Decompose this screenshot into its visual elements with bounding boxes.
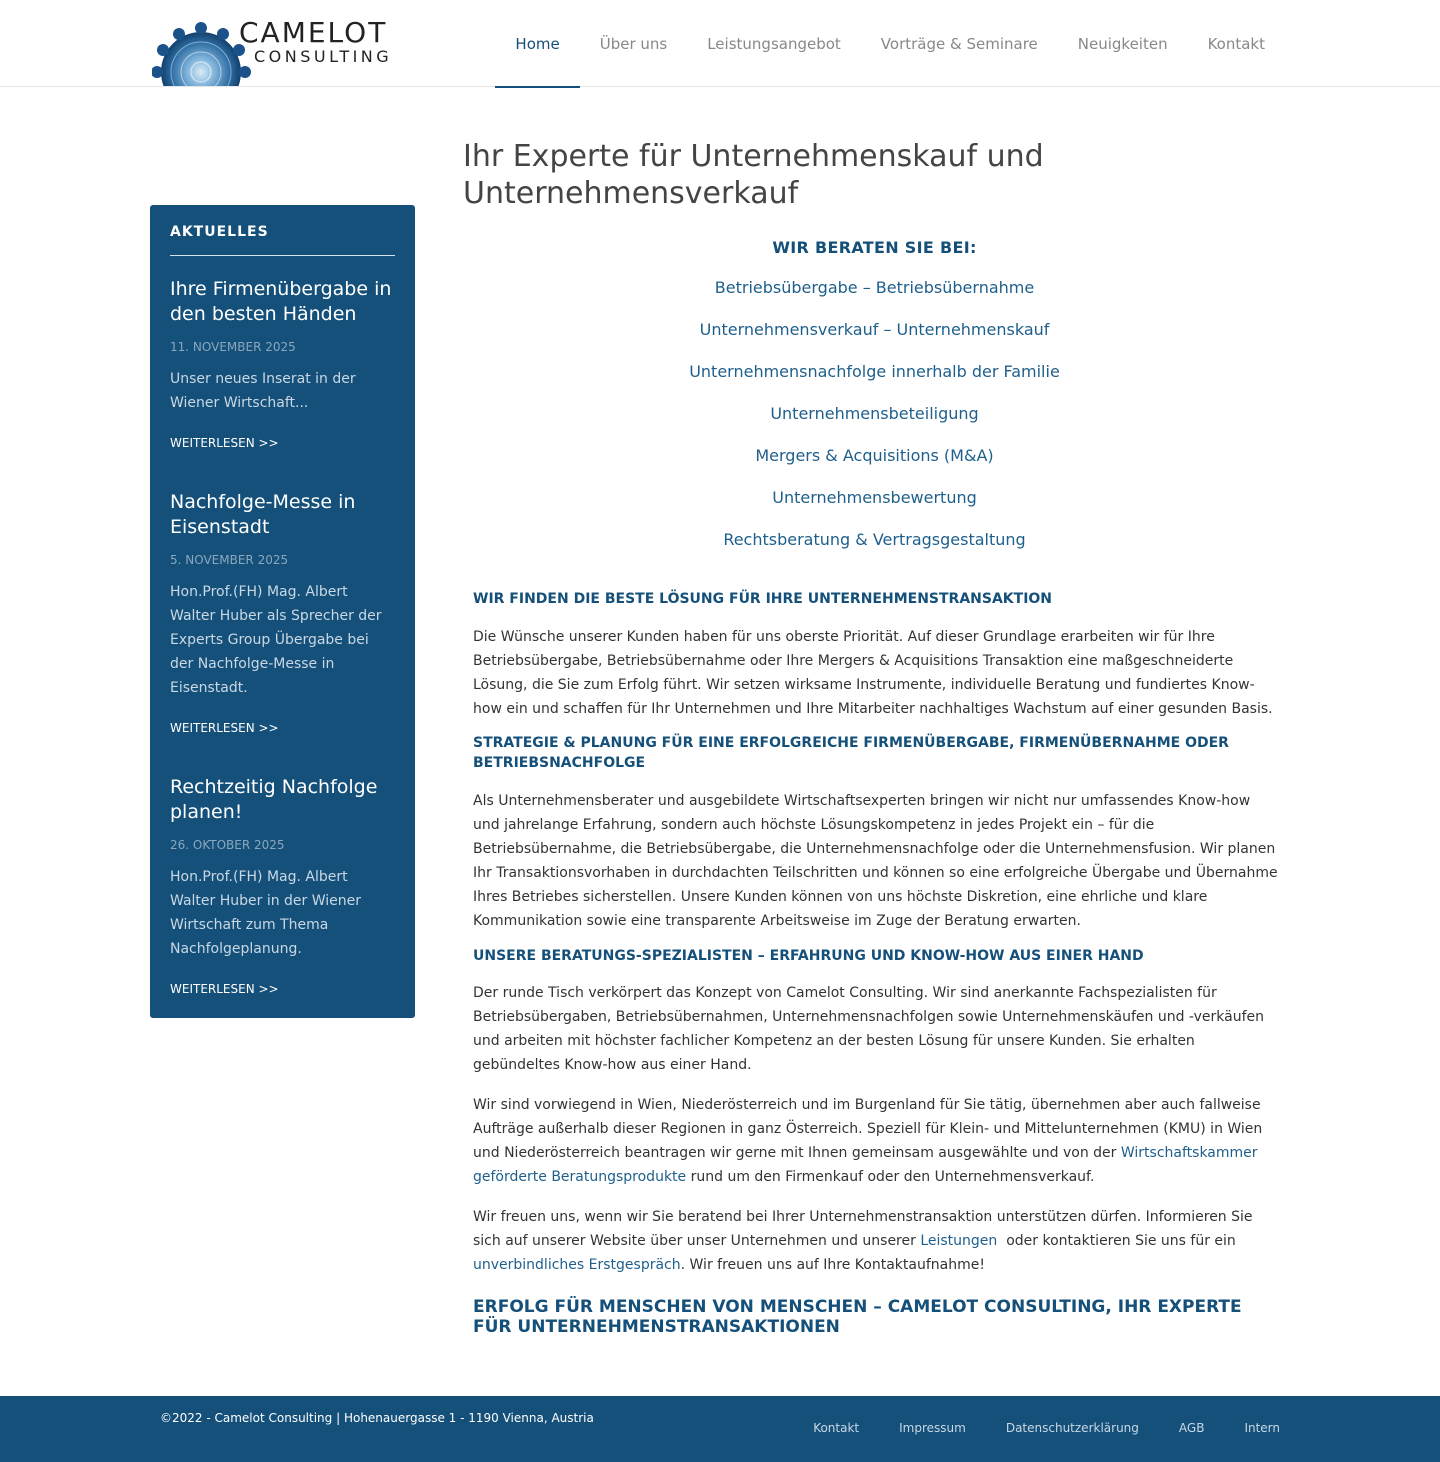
page-title: Ihr Experte für Unternehmenskauf und Unternehmensverkauf <box>463 139 1044 211</box>
wko-funding-link[interactable]: Wirtschaftskammer geförderte Beratungsprodukte <box>473 1145 1258 1185</box>
news-post-excerpt: Hon.Prof.(FH) Mag. Albert Walter Huber in der Wiener Wirtschaft zum Thema Nachfolgeplanung. <box>170 869 362 957</box>
news-post <box>170 490 395 737</box>
news-post <box>170 277 395 452</box>
news-post-date: 26. OKTOBER 2025 <box>170 838 285 852</box>
news-post-excerpt: Unser neues Inserat in der Wiener Wirtschaft... <box>170 371 356 411</box>
read-more-link[interactable]: WEITERLESEN >> <box>170 436 279 450</box>
service-item[interactable]: Mergers & Acquisitions (M&A) <box>755 446 994 465</box>
paragraph-text: . Wir freuen uns auf Ihre Kontaktaufnahme! <box>680 1257 985 1273</box>
main-content <box>463 138 1283 1337</box>
logo-emblem-icon <box>152 14 252 86</box>
services-heading: WIR BERATEN SIE BEI: <box>772 238 977 257</box>
services-list <box>463 238 1286 551</box>
section-heading: WIR FINDEN DIE BESTE LÖSUNG FÜR IHRE UNTERNEHMENSTRANSAKTION <box>473 591 1053 607</box>
footer-copyright: ©2022 - Camelot Consulting | Hohenauergasse 1 - 1190 Vienna, Austria <box>160 1411 594 1425</box>
service-item[interactable]: Betriebsübergabe – Betriebsübernahme <box>714 278 1035 297</box>
closing-heading: ERFOLG FÜR MENSCHEN VON MENSCHEN – CAMELOT CONSULTING, IHR EXPERTE FÜR UNTERNEHMENSTRANSAKTIONEN <box>473 1297 1242 1337</box>
nav-leistungsangebot[interactable]: Leistungsangebot <box>707 34 841 53</box>
nav-neuigkeiten[interactable]: Neuigkeiten <box>1077 34 1168 53</box>
sidebar-title: AKTUELLES <box>170 224 395 256</box>
footer-link-datenschutz[interactable]: Datenschutzerklärung <box>1005 1421 1139 1435</box>
article-body <box>473 589 1278 1337</box>
nav-ueber-uns[interactable]: Über uns <box>599 34 668 53</box>
paragraph-text: Wir sind vorwiegend in Wien, Niederösterreich und im Burgenland für Sie tätig, übernehmen aber auch fallweise Aufträge außerhalb dieser Regionen in ganz Österreich. Speziell für Klein- und Mittelunternehmen (KMU) in Wien und Niederösterreich beantragen wir gerne mit Ihnen gemeinsam ausgewählte und von der <box>473 1097 1263 1161</box>
leistungen-link[interactable]: Leistungen <box>920 1233 998 1249</box>
service-item[interactable]: Unternehmensnachfolge innerhalb der Familie <box>689 362 1060 381</box>
footer-link-agb[interactable]: AGB <box>1178 1421 1205 1435</box>
site-header <box>0 0 1440 87</box>
erstgespraech-link[interactable]: unverbindliches Erstgespräch <box>473 1257 681 1273</box>
news-post-excerpt: Hon.Prof.(FH) Mag. Albert Walter Huber als Sprecher der Experts Group Übergabe bei der Nachfolge-Messe in Eisenstadt. <box>170 584 382 696</box>
nav-vortraege-seminare[interactable]: Vorträge & Seminare <box>880 34 1038 53</box>
regions-paragraph <box>473 1093 1278 1189</box>
news-post-title[interactable]: Ihre Firmenübergabe in den besten Händen <box>170 278 392 325</box>
read-more-link[interactable]: WEITERLESEN >> <box>170 721 279 735</box>
footer-link-intern[interactable]: Intern <box>1244 1421 1280 1435</box>
logo-text-camelot: CAMELOT <box>239 16 388 49</box>
contact-paragraph <box>473 1205 1278 1277</box>
nav-home[interactable]: Home <box>495 0 579 87</box>
footer-nav <box>813 1421 1280 1435</box>
news-post-title[interactable]: Rechtzeitig Nachfolge planen! <box>170 776 378 823</box>
logo-text-consulting: CONSULTING <box>254 47 392 66</box>
section-heading: UNSERE BERATUNGS-SPEZIALISTEN – ERFAHRUNG UND KNOW-HOW AUS EINER HAND <box>473 948 1144 964</box>
section-heading: STRATEGIE & PLANUNG FÜR EINE ERFOLGREICHE FIRMENÜBERGABE, FIRMENÜBERNAHME ODER BETRIEBSNACHFOLGE <box>473 735 1229 771</box>
main-nav <box>495 0 1285 87</box>
news-sidebar <box>150 205 415 1018</box>
news-post-title[interactable]: Nachfolge-Messe in Eisenstadt <box>170 491 356 538</box>
news-post-date: 5. NOVEMBER 2025 <box>170 553 289 567</box>
section-paragraph: Der runde Tisch verkörpert das Konzept von Camelot Consulting. Wir sind anerkannte Fachspezialisten für Betriebsübergaben, Betriebsübernahmen, Unternehmensnachfolgen sowie Unternehmenskäufen und -verkäufen und arbeiten mit höchster fachlicher Kompetenz an der besten Lösung für unsere Kunden. Sie erhalten gebündeltes Know-how aus einer Hand. <box>473 985 1264 1073</box>
service-item[interactable]: Rechtsberatung & Vertragsgestaltung <box>723 530 1026 549</box>
paragraph-text: Wir freuen uns, wenn wir Sie beratend bei Ihrer Unternehmenstransaktion unterstützen dürfen. Informieren Sie sich auf unserer Website über unser Unternehmen und unserer <box>473 1209 1253 1249</box>
service-item[interactable]: Unternehmensbewertung <box>772 488 977 507</box>
service-item[interactable]: Unternehmensbeteiligung <box>770 404 979 423</box>
news-post-date: 11. NOVEMBER 2025 <box>170 340 296 354</box>
service-item[interactable]: Unternehmensverkauf – Unternehmenskauf <box>699 320 1050 339</box>
paragraph-text: rund um den Firmenkauf oder den Unternehmensverkauf. <box>686 1169 1095 1185</box>
site-footer <box>0 1396 1440 1462</box>
section-paragraph: Die Wünsche unserer Kunden haben für uns oberste Priorität. Auf dieser Grundlage erarbeiten wir für Ihre Betriebsübergabe, Betriebsübernahme oder Ihre Mergers & Acquisitions Transaktion eine maßgeschneiderte Lösung, die Sie zum Erfolg führt. Wir setzen wirksame Instrumente, individuelle Beratung und fundiertes Know-how ein und schaffen für Ihr Unternehmen und Ihre Mitarbeiter nachhaltiges Wachstum auf einer gesunden Basis. <box>473 629 1273 717</box>
nav-kontakt[interactable]: Kontakt <box>1207 34 1265 53</box>
news-post <box>170 775 395 998</box>
read-more-link[interactable]: WEITERLESEN >> <box>170 982 279 996</box>
footer-link-kontakt[interactable]: Kontakt <box>813 1421 860 1435</box>
paragraph-text: oder kontaktieren Sie uns für ein <box>997 1233 1241 1249</box>
section-paragraph: Als Unternehmensberater und ausgebildete Wirtschaftsexperten bringen wir nicht nur umfassendes Know-how und jahrelange Erfahrung, sondern auch höchste Lösungskompetenz in jedes Projekt ein – für die Betriebsübernahme, die Betriebsübergabe, die Unternehmensnachfolge oder die Unternehmensfusion. Wir planen Ihr Transaktionsvorhaben in durchdachten Teilschritten und können so eine erfolgreiche Übergabe und Übernahme Ihres Betriebes sicherstellen. Unsere Kunden können von uns höchste Diskretion, eine ehrliche und klare Kommunikation sowie eine transparente Arbeitsweise im Zuge der Beratung erwarten. <box>473 793 1278 929</box>
footer-link-impressum[interactable]: Impressum <box>899 1421 966 1435</box>
logo[interactable] <box>152 14 392 86</box>
